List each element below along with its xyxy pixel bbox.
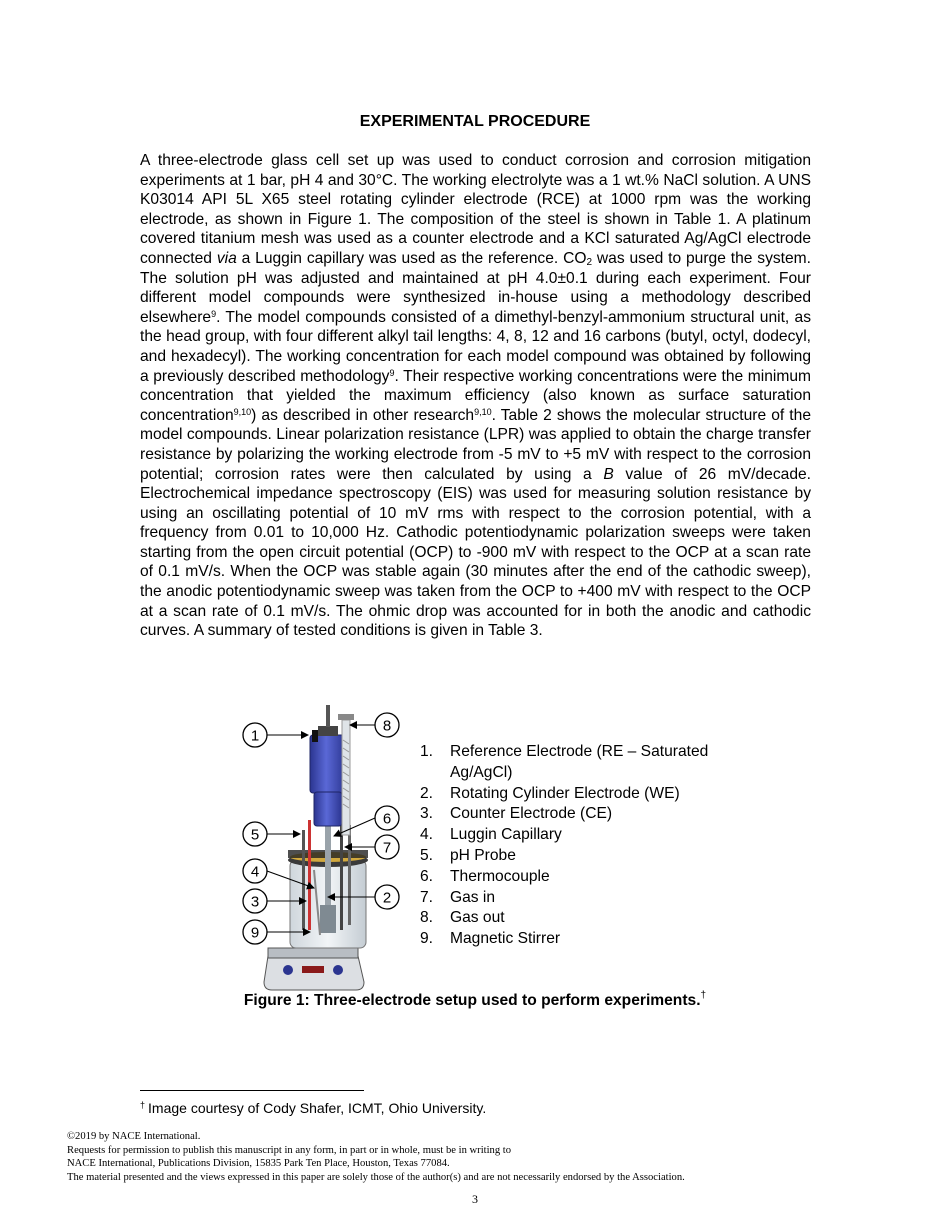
- citation: 9,10: [474, 406, 492, 417]
- legal-line: ©2019 by NACE International.: [67, 1131, 201, 1142]
- callout-8: [375, 713, 399, 737]
- legend-item: [420, 804, 750, 825]
- legend-text: Gas out: [450, 909, 505, 927]
- legend-number: 4.: [420, 826, 434, 844]
- figure-caption: [0, 992, 950, 1010]
- legend-text: Gas in: [450, 888, 496, 906]
- callout-label: 8: [382, 717, 392, 735]
- page-number: 3: [472, 1192, 478, 1206]
- callout-3: [243, 889, 267, 913]
- legend-item: [420, 784, 750, 805]
- legend-number: 9.: [420, 930, 434, 948]
- legend-item: [420, 742, 750, 784]
- copyright-notice: [67, 1130, 887, 1184]
- legend-text: Magnetic Stirrer: [450, 930, 561, 948]
- figure-legend: [420, 742, 750, 950]
- callout-label: 5: [250, 826, 260, 844]
- citation: 9,10: [233, 406, 252, 417]
- text-run: was used to purge the system. The solution pH was adjusted and maintained at pH 4.0±0.1 during each experiment. Four different model compounds were synthesized in-house using a methodology described elsewhere: [140, 249, 812, 326]
- text-run: . Their respective working concentrations were the minimum concentration that yielded the maximum efficiency (also known as surface saturation concentration: [140, 367, 811, 424]
- callout-label: 6: [382, 810, 392, 828]
- callout-label: 1: [250, 727, 260, 745]
- legend-number: 3.: [420, 805, 434, 823]
- text-run: . The model compounds consisted of a dimethyl-benzyl-ammonium structural unit, as the head group, with four different alkyl tail lengths: 4, 8, 12 and 16 carbons (butyl, octyl, dodecyl, and hexadecyl). The working concentration for each model compound was obtained by following a previously described methodology: [140, 308, 811, 385]
- footnote-text: Image courtesy of Cody Shafer, ICMT, Ohio University.: [148, 1100, 487, 1116]
- callout-1: [243, 723, 267, 747]
- legal-line: Requests for permission to publish this manuscript in any form, in part or in whole, must be in writing to: [67, 1144, 512, 1156]
- legend-text: Thermocouple: [450, 867, 550, 885]
- legend-text: Reference Electrode (RE – Saturated Ag/AgCl): [450, 743, 709, 781]
- apparatus-figure: [230, 700, 430, 995]
- callout-label: 7: [382, 839, 392, 857]
- legend-number: 5.: [420, 846, 434, 864]
- magnetic-stirrer-shape: [264, 948, 364, 990]
- footnote-mark: †: [140, 1100, 146, 1110]
- legend-text: Luggin Capillary: [450, 826, 562, 844]
- legend-number: 6.: [420, 867, 434, 885]
- text-run: . Table 2 shows the molecular structure of the model compounds. Linear polarization resistance (LPR) was applied to obtain the charge transfer resistance by polarizing the working electrode from -5 mV to +5 mV with respect to the corrosion potential; corrosion rates were then calculated by using a: [140, 406, 811, 483]
- text-run: A three-electrode glass cell set up was used to conduct corrosion and corrosion mitigation experiments at 1 bar, pH 4 and 30°C. The working electrolyte was a 1 wt.% NaCl solution. A UNS K03014 API 5L X65 steel rotating cylinder electrode (RCE) at 1000 rpm was the working electrode, as shown in Figure 1. The composition of the steel is shown in Table 1. A platinum covered titanium mesh was used as a counter electrode and a KCl saturated Ag/AgCl electrode connected: [140, 152, 811, 267]
- legend-item: [420, 929, 750, 950]
- legend-text: Counter Electrode (CE): [450, 805, 613, 823]
- callout-6: [375, 806, 399, 830]
- callout-9: [243, 920, 267, 944]
- caption-dagger: †: [700, 990, 707, 1001]
- legend-item: [420, 825, 750, 846]
- callout-label: 3: [250, 893, 260, 911]
- italic-via: via: [216, 249, 237, 267]
- callout-4: [243, 859, 267, 883]
- legend-item: [420, 867, 750, 888]
- legend-item: [420, 888, 750, 909]
- section-heading: EXPERIMENTAL PROCEDURE: [359, 113, 591, 130]
- legend-text: Rotating Cylinder Electrode (WE): [450, 784, 680, 802]
- legal-line: The material presented and the views expressed in this paper are solely those of the author(s) and are not necessarily endorsed by the Association.: [67, 1171, 685, 1183]
- callout-5: [243, 822, 267, 846]
- legal-line: NACE International, Publications Division, 15835 Park Ten Place, Houston, Texas 77084.: [67, 1158, 450, 1170]
- legend-number: 1.: [420, 743, 434, 760]
- callout-label: 9: [250, 924, 260, 942]
- citation: 9: [211, 308, 217, 319]
- subscript: 2: [586, 256, 593, 268]
- footnote-divider: [140, 1090, 364, 1091]
- legend-item: [420, 908, 750, 929]
- citation: 9: [389, 367, 395, 378]
- legend-item: [420, 846, 750, 867]
- legend-text: pH Probe: [450, 846, 516, 864]
- callout-label: 4: [250, 863, 260, 881]
- legend-number: 7.: [420, 888, 434, 906]
- legend-number: 2.: [420, 784, 434, 802]
- body-paragraph: [140, 151, 811, 641]
- italic-b: B: [603, 465, 614, 483]
- callout-label: 2: [382, 889, 392, 907]
- footnote: [140, 1100, 486, 1116]
- text-run: ) as described in other research: [251, 406, 475, 424]
- apparatus-illustration: [230, 700, 430, 995]
- text-run: a Luggin capillary was used as the reference. CO: [236, 249, 587, 267]
- caption-text: Figure 1: Three-electrode setup used to perform experiments.: [243, 992, 701, 1009]
- callout-2: [375, 885, 399, 909]
- callout-7: [375, 835, 399, 859]
- legend-number: 8.: [420, 909, 434, 927]
- text-run: value of 26 mV/decade. Electrochemical impedance spectroscopy (EIS) was used for measuring solution resistance by using an oscillating potential of 10 mV rms with respect to the corrosion potential, with a frequency from 0.01 to 10,000 Hz. Cathodic potentiodynamic polarization sweeps were taken starting from the open circuit potential (OCP) to -900 mV with respect to the OCP at a scan rate of 0.1 mV/s. When the OCP was stable again (30 minutes after the end of the cathodic sweep), the anodic potentiodynamic sweep was taken from the OCP to +400 mV with respect to the OCP at a scan rate of 0.1 mV/s. The ohmic drop was accounted for in both the anodic and cathodic curves. A summary of tested conditions is given in Table 3.: [140, 465, 811, 640]
- rotator-motor-shape: [310, 705, 346, 826]
